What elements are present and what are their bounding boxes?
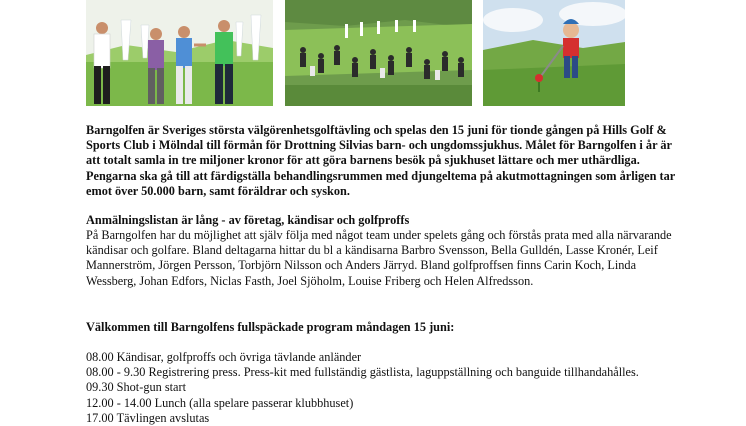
schedule-text: Lunch (alla spelare passerar klubbhuset) xyxy=(154,395,354,410)
schedule-row xyxy=(86,411,686,426)
program-schedule xyxy=(86,350,686,426)
schedule-time: 08.00 - 9.30 xyxy=(86,365,146,380)
schedule-time: 17.00 xyxy=(86,410,114,425)
schedule-text: Tävlingen avslutas xyxy=(116,410,210,425)
golfers-group-photo xyxy=(86,0,273,106)
program-heading: Välkommen till Barngolfens fullspäckade program måndagen 15 juni: xyxy=(86,320,455,334)
participants-heading: Anmälningslistan är lång - av företag, kändisar och golfproffs xyxy=(86,213,410,227)
schedule-row xyxy=(86,365,686,380)
schedule-row xyxy=(86,380,686,395)
schedule-row xyxy=(86,396,686,411)
schedule-time: 08.00 xyxy=(86,350,114,364)
participants-paragraph: På Barngolfen har du möjlighet att själv följa med något team under spelets gång och förstås prata med alla närvarande kändisar och golfare. Bland deltagarna hittar du bl a kändisarna Barbro Svensson, Bella Gulldén, Lasse Kronér, Leif Mannerström, Jörgen Persson, Torbjörn Nilsson och Anders Järryd. Bland golfproffsen finns Carin Koch, Linda Wessberg, Johan Edfors, Niclas Fasth, Joel Sjöholm, Louise Friberg och Helen Alfredsson. xyxy=(86,228,672,288)
schedule-time: 12.00 - 14.00 xyxy=(86,395,152,410)
schedule-time: 09.30 xyxy=(86,380,114,395)
schedule-row xyxy=(86,350,686,365)
schedule-text: Kändisar, golfproffs och övriga tävlande anländer xyxy=(116,350,362,364)
child-golfer-photo xyxy=(483,0,625,106)
intro-paragraph: Barngolfen är Sveriges största välgörenhetsgolftävling och spelas den 15 juni för tionde gången på Hills Golf & Sports Club i Mölndal till förmån för Drottning Silvias barn- och ungdomssjukhus. Målet för Barngolfen i år är att totalt samla in tre miljoner kronor för att göra barnens besök på sjukhuset lättare och mer uthärdliga. Pengarna ska gå till att färdigställa behandlingsrummen med djungeltema på akutmottagningen som årligen tar emot över 50.000 barn, samt föräldrar och syskon. xyxy=(86,123,676,198)
schedule-text: Registrering press. Press-kit med fullständig gästlista, laguppställning och banguide tillhandahålles. xyxy=(148,365,639,380)
golf-course-crowd-photo xyxy=(285,0,472,106)
schedule-text: Shot-gun start xyxy=(116,380,187,395)
